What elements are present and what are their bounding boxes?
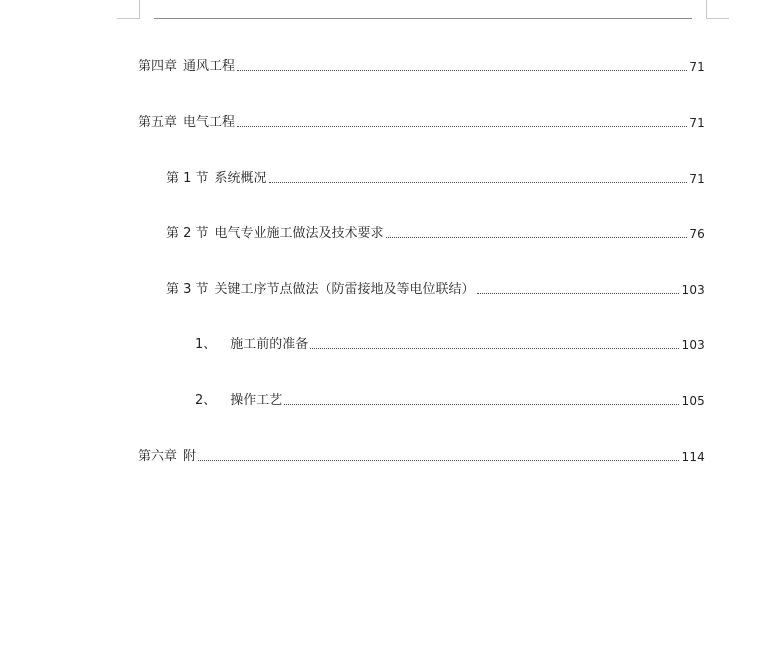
toc-entry-section-1[interactable] [166, 171, 705, 187]
toc-entry-title: 附 [183, 449, 197, 464]
toc-entry-chapter-4[interactable] [138, 59, 705, 75]
toc-dot-leader [237, 126, 687, 127]
toc-entry-title: 系统概况 [214, 171, 267, 186]
toc-entry-title: 电气工程 [183, 115, 236, 130]
toc-entry-page: 103 [681, 283, 705, 297]
toc-entry-title: 电气专业施工做法及技术要求 [214, 226, 384, 241]
crop-mark-top-left [117, 0, 140, 19]
toc-entry-number: 第六章 [138, 449, 178, 464]
header-rule [154, 18, 692, 19]
toc-entry-section-2[interactable] [166, 226, 705, 242]
toc-dot-leader [237, 70, 687, 71]
toc-entry-number: 第 2 节 [166, 226, 209, 241]
toc-entry-item-2[interactable] [195, 393, 705, 409]
toc-entry-title: 操作工艺 [230, 393, 283, 408]
toc-dot-leader [477, 293, 680, 294]
crop-mark-top-right [706, 0, 729, 19]
toc-dot-leader [386, 237, 688, 238]
toc-entry-label [195, 393, 282, 409]
toc-entry-title: 施工前的准备 [230, 337, 309, 352]
toc-entry-chapter-6[interactable] [138, 449, 705, 465]
toc-entry-label [166, 226, 384, 242]
toc-entry-section-3[interactable] [166, 282, 705, 298]
toc-entry-page: 103 [681, 338, 705, 352]
toc-entry-chapter-5[interactable] [138, 115, 705, 131]
toc-dot-leader [198, 460, 679, 461]
toc-dot-leader [310, 348, 679, 349]
toc-entry-label [138, 59, 235, 75]
toc-entry-page: 71 [689, 172, 705, 186]
toc-dot-leader [284, 404, 679, 405]
toc-entry-number: 2、 [195, 393, 217, 408]
toc-entry-label [195, 337, 308, 353]
toc-entry-number: 第四章 [138, 59, 178, 74]
toc-entry-label [166, 171, 267, 187]
toc-entry-label [138, 115, 235, 131]
toc-entry-page: 71 [689, 60, 705, 74]
toc-dot-leader [269, 182, 688, 183]
toc-entry-number: 1、 [195, 337, 217, 352]
toc-entry-number: 第五章 [138, 115, 178, 130]
toc-entry-page: 76 [689, 227, 705, 241]
toc-entry-title: 通风工程 [183, 59, 236, 74]
toc-entry-page: 114 [681, 450, 705, 464]
toc-entry-number: 第 1 节 [166, 171, 209, 186]
toc-entry-label [138, 449, 196, 465]
toc-entry-page: 71 [689, 116, 705, 130]
toc-entry-item-1[interactable] [195, 337, 705, 353]
toc-entry-label [166, 282, 475, 298]
toc-entry-number: 第 3 节 [166, 282, 209, 297]
toc-entry-page: 105 [681, 394, 705, 408]
toc-entry-title: 关键工序节点做法（防雷接地及等电位联结） [214, 282, 475, 297]
